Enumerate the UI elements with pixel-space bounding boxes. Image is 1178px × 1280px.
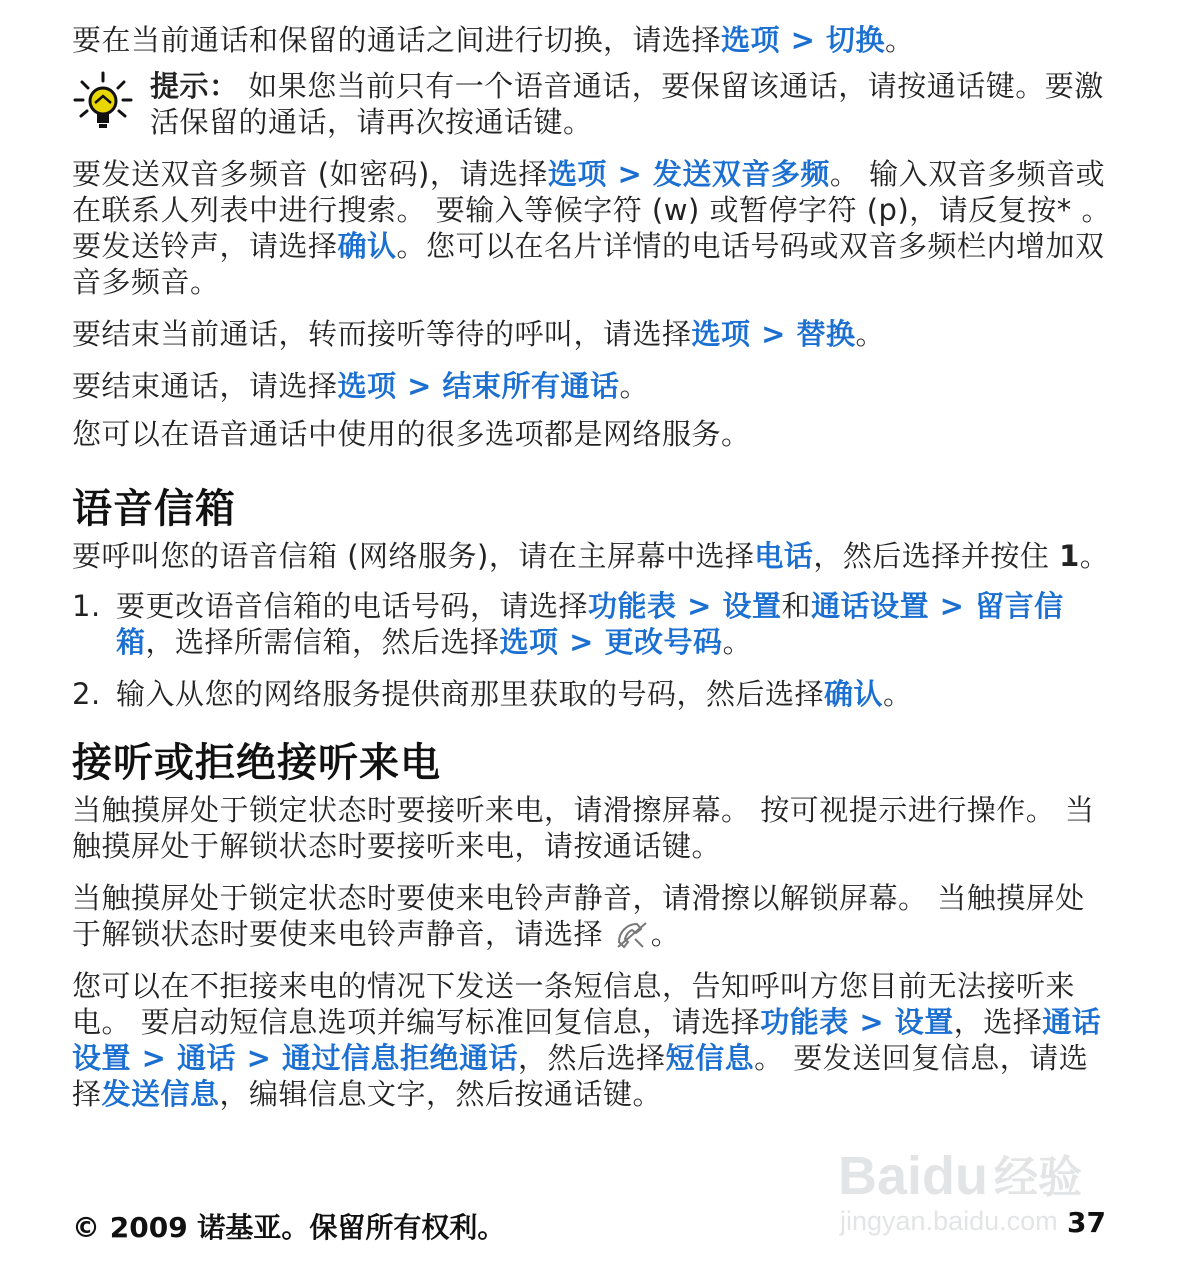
- menu-ref-confirm: 确认: [824, 677, 884, 711]
- tip-block: [72, 68, 1112, 140]
- paragraph-replace-call: 要结束当前通话，转而接听等待的呼叫，请选择选项 > 替换。: [72, 317, 886, 351]
- menu-ref-replace: 替换: [796, 317, 856, 351]
- phone-silence-icon: [615, 920, 649, 950]
- section-heading-answer-reject: 接听或拒绝接听来电: [72, 740, 441, 786]
- menu-ref-menu: 功能表: [588, 589, 677, 623]
- menu-ref-settings: 设置: [722, 589, 782, 623]
- menu-ref-reject-via-message: 通过信息拒绝通话: [282, 1041, 519, 1075]
- section-heading-voicemail: 语音信箱: [72, 486, 236, 532]
- copyright-notice: © 2009 诺基亚。保留所有权利。: [72, 1211, 506, 1244]
- lightbulb-icon: [72, 70, 134, 132]
- watermark-brand-suffix: 经验: [994, 1152, 1082, 1203]
- paragraph-answer-call: 当触摸屏处于锁定状态时要接听来电，请滑擦屏幕。 按可视提示进行操作。 当触摸屏处于解锁状态时要接听来电，请按通话键。: [72, 793, 1095, 863]
- tip-text: 提示： 如果您当前只有一个语音通话，要保留该通话，请按通话键。要激活保留的通话，请再次按通话键。: [150, 69, 1104, 139]
- menu-ref-call-settings: 通话设置: [72, 1005, 1102, 1075]
- paragraph-reject-with-message: 您可以在不拒接来电的情况下发送一条短信息，告知呼叫方您目前无法接听来电。 要启动短信息选项并编写标准回复信息，请选择功能表 > 设置，选择通话设置 > 通话 > 通过信息拒绝通话，然后选择短信息。 要发送回复信息，请选择发送信息，编辑信息文字，然后按通话键。: [72, 969, 1102, 1111]
- menu-ref-phone: 电话: [754, 539, 814, 573]
- page-footer: [72, 1206, 1106, 1246]
- step-number: 2.: [72, 677, 101, 711]
- manual-page: [72, 22, 1112, 1112]
- voicemail-steps: [72, 588, 1112, 712]
- tip-label: 提示：: [150, 69, 239, 103]
- page-number: 37: [1067, 1206, 1106, 1239]
- menu-ref-change-number: 更改号码: [604, 625, 723, 659]
- paragraph-network-services: 您可以在语音通话中使用的很多选项都是网络服务。: [72, 417, 751, 451]
- paragraph-end-calls: 要结束通话，请选择选项 > 结束所有通话。: [72, 369, 650, 403]
- menu-ref-confirm: 确认: [337, 229, 397, 263]
- list-item: [72, 676, 1112, 712]
- step-text: 输入从您的网络服务提供商那里获取的号码，然后选择确认。: [116, 677, 913, 711]
- menu-ref-settings: 设置: [894, 1005, 954, 1039]
- menu-ref-menu: 功能表: [760, 1005, 849, 1039]
- menu-ref-call-settings: 通话设置: [811, 589, 930, 623]
- menu-ref-end-all: 结束所有通话: [442, 369, 620, 403]
- menu-ref-send-dtmf: 发送双音多频: [652, 157, 830, 191]
- paragraph-switch-calls: 要在当前通话和保留的通话之间进行切换，请选择选项 > 切换。: [72, 23, 915, 57]
- menu-ref-options: 选项: [337, 369, 397, 403]
- menu-ref-switch: 切换: [826, 23, 886, 57]
- paragraph-dtmf: 要发送双音多频音 (如密码)，请选择选项 > 发送双音多频。 输入双音多频音或在联系人列表中进行搜索。 要输入等候字符 (w) 或暂停字符 (p)，请反复按* 。 要发送铃声，请选择确认。您可以在名片详情的电话号码或双音多频栏内增加双音多频音。: [72, 157, 1111, 299]
- paragraph-voicemail-intro: 要呼叫您的语音信箱 (网络服务)，请在主屏幕中选择电话，然后选择并按住 1。: [72, 539, 1110, 573]
- menu-ref-voice-mailbox: 留言信箱: [116, 589, 1064, 659]
- watermark-url: jingyan.baidu.com: [840, 1206, 1058, 1236]
- paragraph-mute-ringtone: 当触摸屏处于锁定状态时要使来电铃声静音，请滑擦以解锁屏幕。 当触摸屏处于解锁状态时要使来电铃声静音，请选择 。: [72, 881, 1085, 951]
- watermark-brand: Baidu: [838, 1146, 989, 1206]
- menu-ref-options: 选项: [547, 157, 607, 191]
- menu-ref-text-message: 短信息: [665, 1041, 755, 1075]
- step-text: 要更改语音信箱的电话号码，请选择功能表 > 设置和通话设置 > 留言信箱，选择所需信箱，然后选择选项 > 更改号码。: [116, 589, 1064, 659]
- menu-ref-options: 选项: [499, 625, 559, 659]
- menu-ref-send-message: 发送信息: [101, 1077, 220, 1111]
- menu-ref-options: 选项: [691, 317, 751, 351]
- menu-ref-options: 选项: [721, 23, 781, 57]
- key-ref-1: 1: [1059, 539, 1080, 573]
- menu-ref-call: 通话: [177, 1041, 237, 1075]
- list-item: [72, 588, 1112, 660]
- step-number: 1.: [72, 589, 101, 623]
